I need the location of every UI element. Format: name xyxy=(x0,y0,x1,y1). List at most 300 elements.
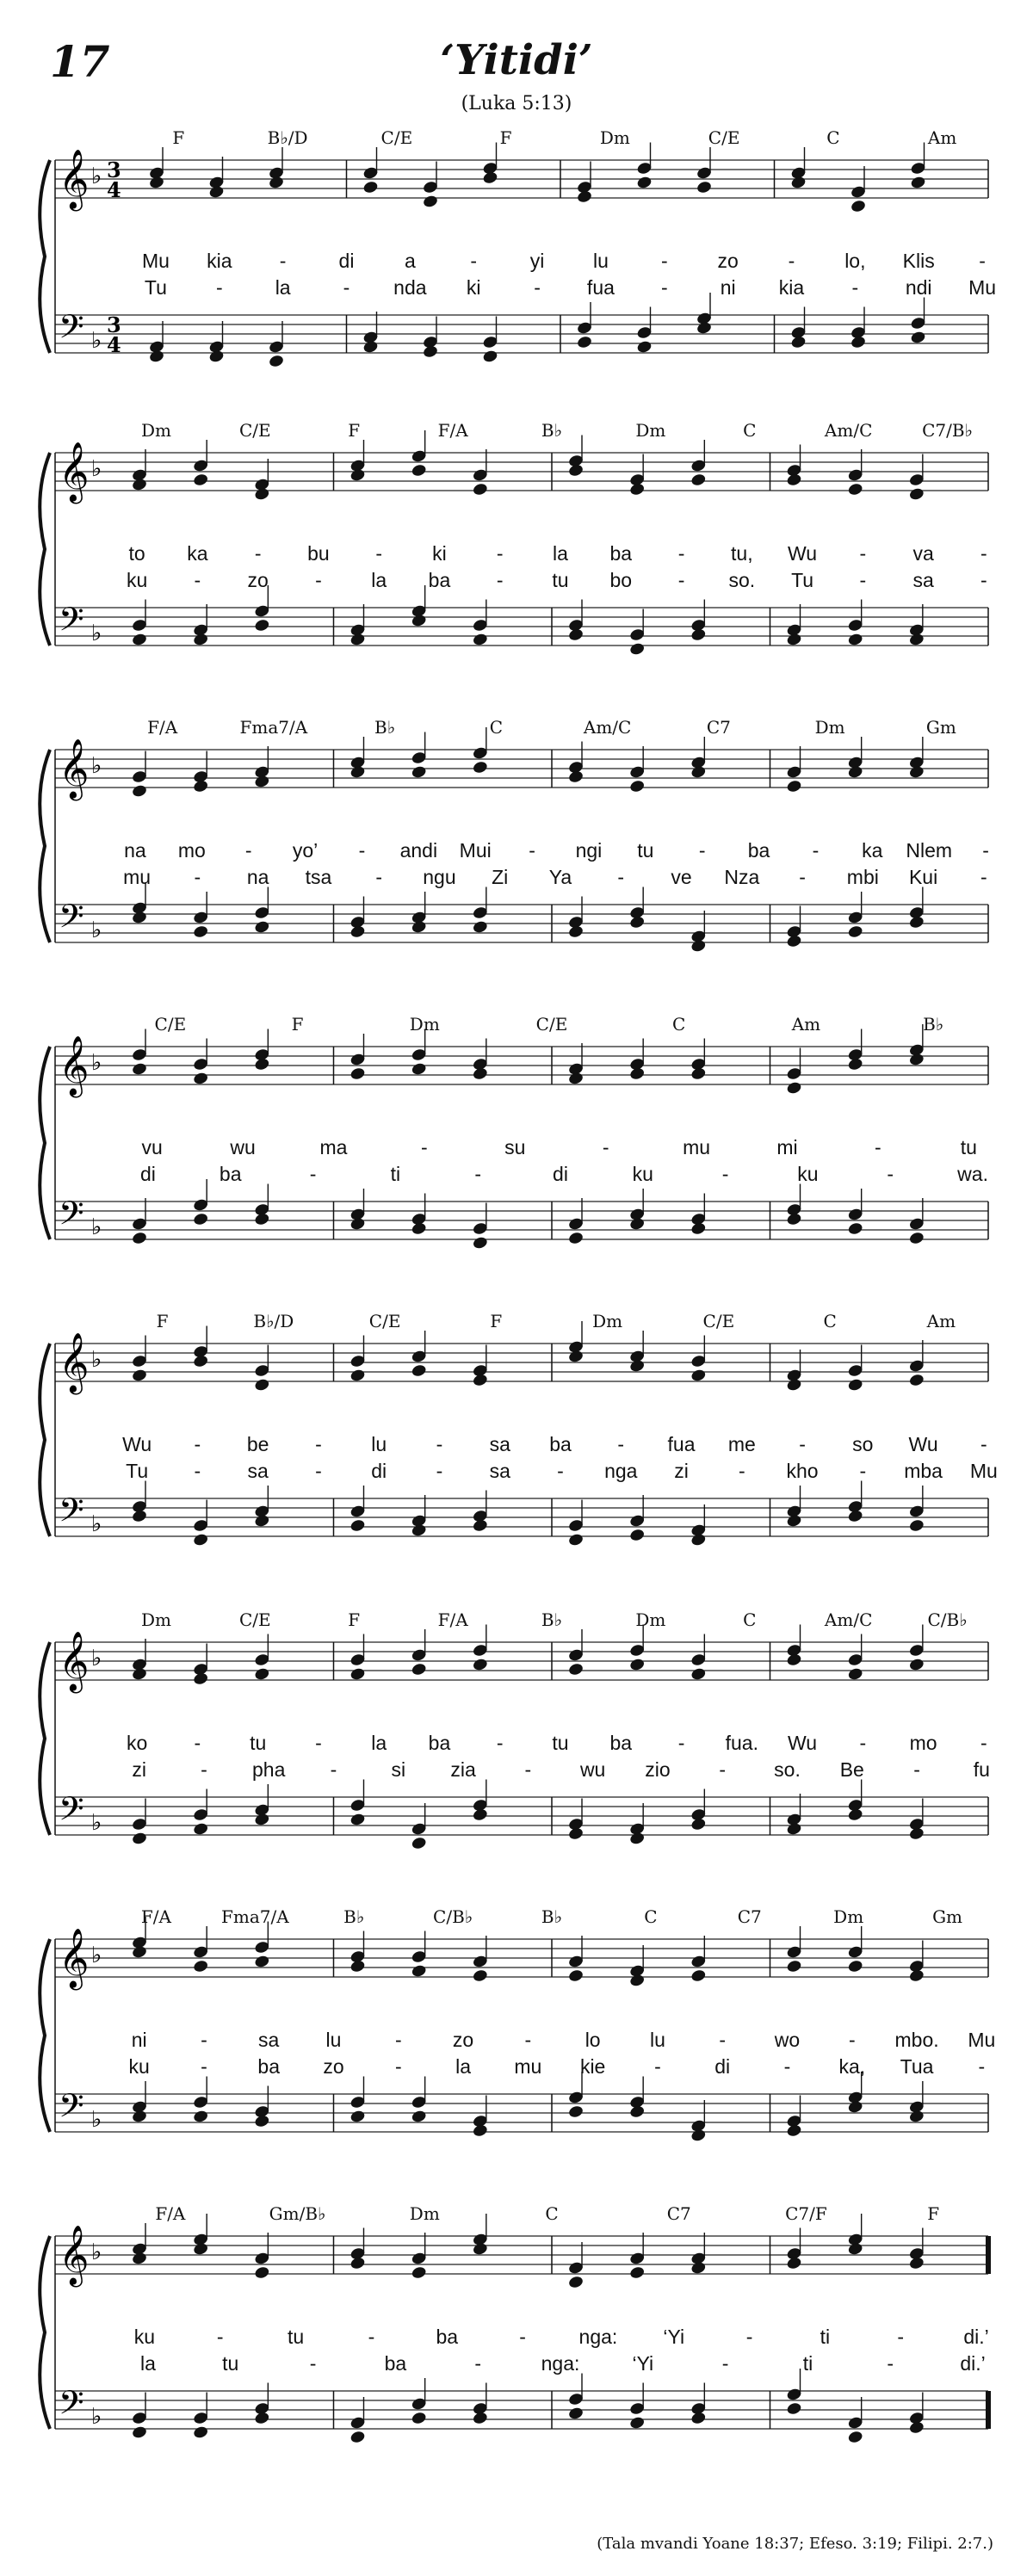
lyric-verse-2: - xyxy=(887,2352,894,2375)
lyric-verse-2: - xyxy=(215,276,223,299)
lyric-verse-1: - xyxy=(719,2029,727,2051)
lyric-verse-2: wu xyxy=(579,1758,606,1781)
lyric-verse-2: sa xyxy=(912,569,934,591)
note-head xyxy=(422,195,438,209)
lyric-verse-1: Wu xyxy=(122,1433,152,1455)
note-head xyxy=(567,627,584,642)
chord-symbol: F/A xyxy=(437,1609,468,1630)
note-head xyxy=(349,2256,366,2270)
lyric-verse-1: andi xyxy=(399,839,438,862)
lyric-verse-1: wo xyxy=(774,2029,801,2051)
lyric-verse-2: - xyxy=(330,1758,337,1781)
note-head xyxy=(472,2242,488,2257)
note-head xyxy=(629,642,646,657)
lyric-verse-2: - xyxy=(315,1460,322,1482)
lyric-verse-1: kia xyxy=(207,250,232,272)
chord-symbol: C/E xyxy=(239,420,271,441)
lyric-verse-2: la xyxy=(371,569,387,591)
note-head xyxy=(786,473,802,487)
note-head xyxy=(847,1959,863,1974)
chord-symbol: C7 xyxy=(737,1906,762,1927)
lyric-verse-2: ba xyxy=(428,569,451,591)
note-head xyxy=(847,1221,863,1236)
chord-symbol: C xyxy=(489,717,504,738)
note-head xyxy=(786,2123,802,2138)
note-head xyxy=(193,1959,209,1974)
lyric-verse-2: ku xyxy=(797,1163,819,1185)
lyric-verse-2: - xyxy=(617,866,625,888)
key-signature-flat-icon: ♭ xyxy=(91,917,102,943)
lyric-verse-2: - xyxy=(194,569,201,591)
chord-symbol: Fma7/A xyxy=(220,1906,289,1927)
lyric-verse-2: pha xyxy=(252,1758,286,1781)
note-head xyxy=(908,765,925,780)
note-head xyxy=(786,1514,802,1529)
lyric-verse-2: - xyxy=(978,2055,986,2078)
chord-symbol: C xyxy=(743,1609,757,1630)
lyric-verse-2: ‘Yi xyxy=(632,2352,654,2375)
note-head xyxy=(254,2411,270,2425)
chord-symbol: C/E xyxy=(380,127,413,148)
lyric-verse-1: - xyxy=(194,1732,201,1754)
lyric-verse-2: zo xyxy=(323,2055,344,2078)
lyric-verse-1: - xyxy=(375,542,383,565)
lyric-verse-2: Tua xyxy=(900,2055,934,2078)
treble-staff xyxy=(55,149,988,211)
time-signature-bottom: 4 xyxy=(107,332,121,357)
lyric-verse-2: - xyxy=(887,1163,894,1185)
note-head xyxy=(629,2104,646,2119)
chord-symbol: C7/F xyxy=(785,2203,827,2224)
lyric-verse-1: ka xyxy=(862,839,883,862)
hymn-title: ‘Yitidi’ xyxy=(440,36,593,84)
note-head xyxy=(908,2110,925,2124)
lyric-verse-1: mbo. xyxy=(894,2029,939,2051)
bass-clef-icon: 𝄢 xyxy=(59,2086,84,2133)
note-head xyxy=(411,920,427,935)
lyric-verse-2: ki xyxy=(466,276,481,299)
lyric-verse-2: ba xyxy=(219,1163,242,1185)
lyric-verse-1: wu xyxy=(230,1136,256,1158)
lyric-verse-2: zio xyxy=(645,1758,671,1781)
lyric-verse-2: Tu xyxy=(126,1460,149,1482)
lyric-verse-1: - xyxy=(980,542,987,565)
chord-symbol: B♭ xyxy=(343,1906,365,1927)
lyric-verse-1: ba xyxy=(436,2326,459,2348)
lyric-verse-1: - xyxy=(436,1433,443,1455)
lyric-verse-1: - xyxy=(496,542,504,565)
lyric-verse-1: ku xyxy=(133,2326,156,2348)
note-head xyxy=(131,1509,147,1523)
lyric-verse-1: ki xyxy=(432,542,447,565)
lyric-verse-1: - xyxy=(799,1433,806,1455)
chord-symbol: Am xyxy=(926,1311,956,1331)
staff-system-6 xyxy=(0,1609,1033,1928)
note-head xyxy=(629,2416,646,2431)
treble-clef-icon: 𝄞 xyxy=(59,442,90,502)
note-head xyxy=(786,1652,802,1667)
chord-symbol: C/E xyxy=(702,1311,735,1331)
note-head xyxy=(193,779,209,794)
lyric-verse-1: la xyxy=(371,1732,387,1754)
lyric-verse-1: ka xyxy=(187,542,208,565)
chord-symbol: F/A xyxy=(147,717,178,738)
lyric-verse-1: mo xyxy=(177,839,206,862)
note-head xyxy=(786,934,802,948)
key-signature-flat-icon: ♭ xyxy=(91,2239,102,2265)
lyric-verse-1: - xyxy=(745,2326,753,2348)
note-head xyxy=(690,1368,707,1383)
lyric-verse-1: - xyxy=(897,2326,905,2348)
lyric-verse-2: - xyxy=(654,2055,661,2078)
lyric-verse-1: di.’ xyxy=(963,2326,989,2348)
key-signature-flat-icon: ♭ xyxy=(91,621,102,646)
chord-symbol: Gm/B♭ xyxy=(269,2203,326,2224)
note-head xyxy=(148,349,164,364)
lyric-verse-2: - xyxy=(721,2352,729,2375)
lyric-verse-2: - xyxy=(859,1460,867,1482)
lyric-verse-1: Mu xyxy=(141,250,170,272)
lyric-verse-2: - xyxy=(783,2055,791,2078)
note-head xyxy=(629,1359,646,1374)
lyric-verse-1: ngi xyxy=(575,839,603,862)
lyric-verse-1: to xyxy=(128,542,145,565)
chord-symbol: F xyxy=(499,127,512,148)
note-head xyxy=(472,760,488,775)
note-head xyxy=(193,633,209,647)
note-head xyxy=(567,2275,584,2289)
key-signature-flat-icon: ♭ xyxy=(91,328,102,354)
bass-clef-icon: 𝄢 xyxy=(59,2383,84,2430)
lyric-verse-2: - xyxy=(677,569,685,591)
note-head xyxy=(268,354,284,368)
lyric-verse-2: nga: xyxy=(541,2352,580,2375)
lyric-verse-1: - xyxy=(859,1732,867,1754)
key-signature-flat-icon: ♭ xyxy=(91,1943,102,1968)
chord-symbol: C xyxy=(644,1906,658,1927)
note-head xyxy=(786,1081,802,1096)
lyric-verse-2: - xyxy=(496,569,504,591)
lyric-verse-2: si xyxy=(391,1758,406,1781)
lyric-verse-1: - xyxy=(677,1732,685,1754)
note-head xyxy=(349,1217,366,1232)
note-head xyxy=(472,2411,488,2425)
note-head xyxy=(131,2425,147,2440)
note-head xyxy=(690,1066,707,1081)
note-head xyxy=(908,2256,925,2270)
lyric-verse-1: nga: xyxy=(578,2326,618,2348)
note-head xyxy=(131,784,147,799)
lyric-verse-1: sa xyxy=(258,2029,280,2051)
lyric-verse-1: sa xyxy=(489,1433,510,1455)
note-head xyxy=(254,618,270,633)
note-head xyxy=(349,924,366,939)
lyric-verse-1: bu xyxy=(307,542,330,565)
note-head xyxy=(567,463,584,478)
bass-staff xyxy=(55,2086,988,2133)
bass-clef-icon: 𝄢 xyxy=(59,1491,84,1537)
lyric-verse-2: - xyxy=(524,1758,532,1781)
chord-symbol: Dm xyxy=(833,1906,864,1927)
lyric-verse-1: yi xyxy=(529,250,545,272)
lyric-verse-2: - xyxy=(436,1460,443,1482)
lyric-verse-1: Nlem xyxy=(906,839,953,862)
note-head xyxy=(629,1528,646,1542)
note-head xyxy=(482,349,498,364)
note-head xyxy=(847,924,863,939)
lyric-verse-1: na xyxy=(124,839,146,862)
lyric-verse-2: - xyxy=(851,276,859,299)
chord-symbol: B♭ xyxy=(541,1609,563,1630)
note-head xyxy=(482,170,498,185)
lyric-verse-2: ngu xyxy=(423,866,456,888)
note-head xyxy=(567,1826,584,1841)
lyric-verse-1: - xyxy=(254,542,262,565)
chord-symbol: B♭ xyxy=(374,717,396,738)
lyric-verse-2: Nza xyxy=(724,866,760,888)
lyric-verse-1: Klis xyxy=(902,250,935,272)
chord-symbol: F xyxy=(156,1311,169,1331)
lyric-verse-2: Tu xyxy=(144,276,167,299)
lyric-verse-1: - xyxy=(368,2326,375,2348)
note-head xyxy=(254,1378,270,1393)
note-head xyxy=(472,1968,488,1983)
system-7 xyxy=(0,1906,1033,2225)
note-head xyxy=(850,199,866,213)
lyric-verse-2: bo xyxy=(609,569,633,591)
note-head xyxy=(690,1221,707,1236)
note-head xyxy=(629,1832,646,1846)
lyric-verse-1: - xyxy=(980,1433,987,1455)
treble-clef-icon: 𝄞 xyxy=(59,738,90,799)
lyric-verse-2: - xyxy=(859,569,867,591)
lyric-verse-1: ba xyxy=(609,1732,633,1754)
note-head xyxy=(472,1066,488,1081)
chord-symbol: F xyxy=(291,1014,304,1035)
footnote: (Tala mvandi Yoane 18:37; Efeso. 3:19; Filipi. 2:7.) xyxy=(597,2535,993,2553)
lyric-verse-2: - xyxy=(980,866,987,888)
lyric-verse-1: lo xyxy=(585,2029,601,2051)
note-head xyxy=(690,1817,707,1832)
note-head xyxy=(254,1514,270,1529)
chord-symbol: C/E xyxy=(535,1014,568,1035)
lyric-verse-2: di.’ xyxy=(960,2352,986,2375)
lyric-verse-1: - xyxy=(194,1433,201,1455)
system-brace-icon xyxy=(40,453,50,646)
bass-clef-icon: 𝄢 xyxy=(59,897,84,943)
note-head xyxy=(193,1533,209,1547)
lyric-verse-1: - xyxy=(519,2326,526,2348)
system-3 xyxy=(0,717,1033,1035)
chord-symbol: C/E xyxy=(708,127,740,148)
lyric-verse-1: ko xyxy=(126,1732,148,1754)
lyric-verse-2: ti xyxy=(802,2352,813,2375)
lyric-verse-2: - xyxy=(201,2055,207,2078)
chord-symbol: Dm xyxy=(140,1609,171,1630)
time-signature-top: 3 xyxy=(107,158,121,182)
lyric-verse-1: fua. xyxy=(725,1732,758,1754)
note-head xyxy=(193,1822,209,1837)
note-head xyxy=(629,1974,646,1988)
lyric-verse-1: zo xyxy=(452,2029,474,2051)
time-signature-bottom: 4 xyxy=(107,177,121,202)
bass-clef-icon: 𝄢 xyxy=(59,307,84,354)
lyric-verse-1: - xyxy=(394,2029,402,2051)
lyric-verse-2: kia xyxy=(778,276,805,299)
note-head xyxy=(629,1658,646,1672)
chord-symbol: Dm xyxy=(409,2203,440,2224)
system-5 xyxy=(0,1311,1033,1629)
chord-symbol: Dm xyxy=(409,1014,440,1035)
lyric-verse-1: ma xyxy=(319,1136,348,1158)
chord-symbol: C7 xyxy=(666,2203,691,2224)
lyric-verse-2: ku xyxy=(128,2055,150,2078)
chord-symbol: F/A xyxy=(437,420,468,441)
lyric-verse-2: Mu xyxy=(968,276,997,299)
lyric-verse-2: - xyxy=(315,569,322,591)
lyric-verse-1: a xyxy=(404,250,416,272)
note-head xyxy=(847,2430,863,2444)
note-head xyxy=(268,176,284,190)
note-head xyxy=(193,1354,209,1368)
note-head xyxy=(847,2100,863,2115)
chord-symbol: F/A xyxy=(140,1906,171,1927)
system-1 xyxy=(0,127,1033,446)
note-head xyxy=(690,765,707,780)
note-head xyxy=(472,920,488,935)
note-head xyxy=(567,1533,584,1547)
lyric-verse-1: - xyxy=(617,1433,625,1455)
note-head xyxy=(193,473,209,487)
lyric-verse-1: lu xyxy=(371,1433,387,1455)
lyric-verse-2: Be xyxy=(839,1758,864,1781)
lyric-verse-1: ni xyxy=(131,2029,147,2051)
note-head xyxy=(908,487,925,502)
chord-symbol: Am xyxy=(791,1014,821,1035)
lyric-verse-2: - xyxy=(980,569,987,591)
lyric-verse-2: - xyxy=(913,1758,920,1781)
lyric-verse-2: ba xyxy=(257,2055,280,2078)
lyric-verse-1: - xyxy=(470,250,478,272)
lyric-verse-2: - xyxy=(394,2055,402,2078)
note-head xyxy=(349,1813,366,1827)
lyric-verse-1: - xyxy=(315,1732,322,1754)
note-head xyxy=(411,1964,427,1979)
note-head xyxy=(786,633,802,647)
note-head xyxy=(193,1671,209,1686)
lyric-verse-1: Wu xyxy=(788,542,818,565)
treble-staff xyxy=(55,1928,988,1990)
treble-clef-icon: 𝄞 xyxy=(59,1035,90,1096)
lyric-verse-2: mu xyxy=(123,866,152,888)
lyric-verse-1: - xyxy=(788,250,795,272)
note-head xyxy=(362,340,379,355)
lyric-verse-2: - xyxy=(799,866,806,888)
note-head xyxy=(567,1231,584,1245)
chord-symbol: Dm xyxy=(592,1311,623,1331)
note-head xyxy=(786,1212,802,1226)
lyric-verse-1: - xyxy=(602,1136,609,1158)
note-head xyxy=(349,2110,366,2124)
note-head xyxy=(193,1072,209,1086)
lyric-verse-1: tu, xyxy=(731,542,753,565)
lyric-verse-2: mba xyxy=(904,1460,943,1482)
lyric-verse-1: me xyxy=(727,1433,756,1455)
lyric-verse-1: so xyxy=(852,1433,874,1455)
lyric-verse-1: - xyxy=(979,250,986,272)
chord-symbol: C7 xyxy=(706,717,731,738)
time-signature-top: 3 xyxy=(107,312,121,337)
note-head xyxy=(131,1231,147,1245)
note-head xyxy=(908,633,925,647)
chord-symbol: C xyxy=(672,1014,686,1035)
lyric-verse-1: Wu xyxy=(908,1433,938,1455)
staff-system-2 xyxy=(0,420,1033,738)
lyric-verse-1: ba xyxy=(747,839,770,862)
note-head xyxy=(254,775,270,789)
note-head xyxy=(472,1373,488,1387)
lyric-verse-1: yo’ xyxy=(292,839,319,862)
note-head xyxy=(411,1221,427,1236)
chord-symbol: C xyxy=(545,2203,559,2224)
note-head xyxy=(362,180,379,195)
chord-symbol: Dm xyxy=(635,1609,666,1630)
note-head xyxy=(786,2401,802,2416)
lyric-verse-2: tu xyxy=(222,2352,239,2375)
lyric-verse-1: zo xyxy=(717,250,739,272)
note-head xyxy=(193,1212,209,1226)
system-brace-icon xyxy=(40,2236,50,2429)
lyric-verse-2: zi xyxy=(674,1460,689,1482)
lyric-verse-1: mo xyxy=(909,1732,937,1754)
lyric-verse-2: so. xyxy=(728,569,756,591)
note-head xyxy=(131,1832,147,1846)
lyric-verse-2: di xyxy=(714,2055,731,2078)
system-brace-icon xyxy=(40,160,50,353)
note-head xyxy=(847,1807,863,1822)
lyric-verse-2: fua xyxy=(586,276,615,299)
note-head xyxy=(847,765,863,780)
note-head xyxy=(411,1523,427,1538)
lyric-verse-2: Tu xyxy=(791,569,814,591)
chord-symbol: C xyxy=(743,420,757,441)
note-head xyxy=(786,2256,802,2270)
key-signature-flat-icon: ♭ xyxy=(91,753,102,779)
lyric-verse-2: nda xyxy=(393,276,427,299)
lyric-verse-1: - xyxy=(315,1433,322,1455)
lyric-verse-1: - xyxy=(529,839,535,862)
note-head xyxy=(411,1062,427,1077)
chord-symbol: F/A xyxy=(155,2203,186,2224)
chord-symbol: F xyxy=(927,2203,940,2224)
note-head xyxy=(349,1066,366,1081)
chord-symbol: Am/C xyxy=(583,717,632,738)
chord-symbol: C xyxy=(826,127,840,148)
note-head xyxy=(576,189,592,204)
lyric-verse-1: - xyxy=(859,542,867,565)
note-head xyxy=(131,1062,147,1077)
lyric-verse-2: - xyxy=(474,1163,482,1185)
lyric-verse-2: ni xyxy=(720,276,736,299)
lyric-verse-2: - xyxy=(309,1163,317,1185)
lyric-verse-1: - xyxy=(875,1136,881,1158)
chord-symbol: B♭ xyxy=(923,1014,944,1035)
chord-symbol: Fma7/A xyxy=(239,717,308,738)
bass-clef-icon: 𝄢 xyxy=(59,600,84,646)
lyric-verse-2: di xyxy=(553,1163,568,1185)
bass-staff xyxy=(55,1491,988,1537)
note-head xyxy=(790,335,807,349)
